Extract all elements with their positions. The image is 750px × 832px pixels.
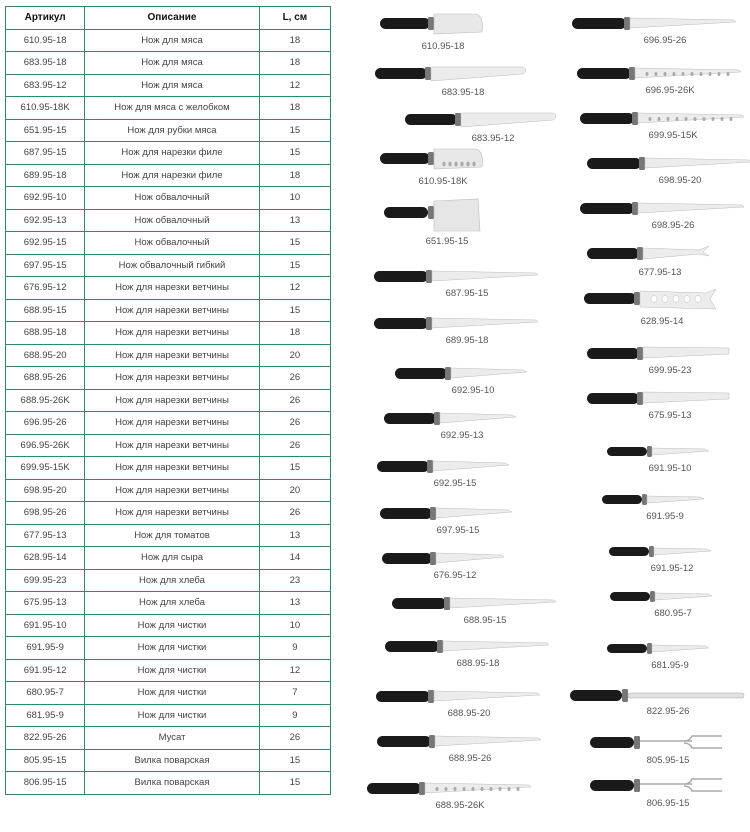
cell-article: 680.95-7 [6,682,85,705]
knife-label: 680.95-7 [654,608,692,619]
header-length: L, см [259,7,330,30]
left-knife-icon [372,263,542,287]
knife-label: 688.95-20 [447,708,491,719]
cell-article: 691.95-9 [6,637,85,660]
left-knife-icon [390,590,560,614]
knife-label: 696.95-26 [643,35,687,46]
cell-article: 688.95-20 [6,344,85,367]
cell-length: 20 [259,344,330,367]
cell-length: 9 [259,637,330,660]
knife-label: 610.95-18 [421,41,465,52]
cell-article: 687.95-15 [6,142,85,165]
knife-label: 699.95-23 [648,365,692,376]
table-row [6,344,331,367]
right-knife-icon [568,685,748,705]
cell-description: Нож для нарезки ветчины [85,479,260,502]
knife-label: 692.95-13 [440,430,484,441]
table-row [6,277,331,300]
left-knife-icon [378,500,518,524]
knife-label: 805.95-15 [646,755,690,766]
table-row [6,457,331,480]
left-knife-icon [372,310,542,334]
knife-label: 691.95-9 [646,511,684,522]
cell-description: Нож для нарезки ветчины [85,434,260,457]
cell-length: 7 [259,682,330,705]
cell-description: Нож обвалочный [85,187,260,210]
left-knife-icon [374,683,544,707]
cell-article: 698.95-26 [6,502,85,525]
right-knife-icon [585,340,735,364]
knife-label: 691.95-10 [648,463,692,474]
right-knife-icon [582,285,722,315]
cell-length: 15 [259,457,330,480]
cell-length: 12 [259,74,330,97]
cell-length: 18 [259,52,330,75]
cell-description: Нож для чистки [85,682,260,705]
cell-description: Нож для нарезки ветчины [85,367,260,390]
right-knife-icon [578,195,748,219]
table-row [6,232,331,255]
left-knife-icon [375,728,545,752]
cell-article: 677.95-13 [6,524,85,547]
cell-length: 18 [259,29,330,52]
table-row [6,412,331,435]
cell-description: Нож для нарезки ветчины [85,412,260,435]
table-row [6,74,331,97]
cell-description: Нож для мяса [85,29,260,52]
cell-length: 13 [259,209,330,232]
table-header-row [6,7,331,30]
cell-article: 610.95-18K [6,97,85,120]
table-row [6,704,331,727]
cell-length: 9 [259,704,330,727]
knife-label: 692.95-15 [433,478,477,489]
cell-description: Нож для мяса с желобком [85,97,260,120]
cell-length: 26 [259,727,330,750]
cell-description: Нож для чистки [85,659,260,682]
table-row [6,547,331,570]
table-row [6,52,331,75]
table-row [6,322,331,345]
header-article: Артикул [6,7,85,30]
table-row [6,479,331,502]
cell-length: 15 [259,772,330,795]
table-row [6,772,331,795]
cell-article: 681.95-9 [6,704,85,727]
knife-label: 688.95-26 [448,753,492,764]
cell-description: Нож для хлеба [85,592,260,615]
right-knife-icon [570,10,740,34]
right-knife-icon [585,240,715,266]
cell-length: 13 [259,592,330,615]
cell-article: 691.95-10 [6,614,85,637]
cell-description: Нож для хлеба [85,569,260,592]
knife-label: 681.95-9 [651,660,689,671]
cell-length: 26 [259,502,330,525]
cell-length: 12 [259,277,330,300]
table-row [6,367,331,390]
knife-label: 687.95-15 [445,288,489,299]
cell-description: Нож для томатов [85,524,260,547]
cell-article: 628.95-14 [6,547,85,570]
table-row [6,187,331,210]
table-row [6,592,331,615]
left-knife-icon [382,195,492,235]
cell-description: Нож для рубки мяса [85,119,260,142]
cell-article: 692.95-15 [6,232,85,255]
table-row [6,97,331,120]
cell-length: 26 [259,434,330,457]
cell-length: 20 [259,479,330,502]
cell-length: 18 [259,164,330,187]
right-knife-icon [605,637,715,659]
cell-description: Нож для нарезки ветчины [85,277,260,300]
cell-description: Нож для нарезки филе [85,164,260,187]
cell-description: Вилка поварская [85,772,260,795]
table-row [6,164,331,187]
cell-article: 683.95-12 [6,74,85,97]
left-knife-icon [393,360,533,384]
knife-label: 688.95-15 [463,615,507,626]
cell-article: 691.95-12 [6,659,85,682]
cell-article: 696.95-26K [6,434,85,457]
cell-description: Нож для чистки [85,637,260,660]
knife-label: 688.95-18 [456,658,500,669]
cell-length: 26 [259,389,330,412]
cell-article: 699.95-23 [6,569,85,592]
cell-length: 18 [259,97,330,120]
table-row [6,524,331,547]
cell-length: 14 [259,547,330,570]
left-knife-icon [403,106,563,132]
cell-length: 15 [259,299,330,322]
right-knife-icon [605,440,715,462]
table-row [6,29,331,52]
cell-article: 688.95-26 [6,367,85,390]
cell-length: 15 [259,142,330,165]
knife-label: 688.95-26K [435,800,485,811]
cell-description: Нож для нарезки ветчины [85,322,260,345]
table-row [6,727,331,750]
knife-label: 692.95-10 [451,385,495,396]
right-knife-icon [585,150,750,174]
table-row [6,749,331,772]
knife-label: 806.95-15 [646,798,690,809]
right-knife-icon [585,385,735,409]
left-knife-icon [378,145,488,175]
cell-description: Нож обвалочный гибкий [85,254,260,277]
table-row [6,659,331,682]
cell-article: 696.95-26 [6,412,85,435]
cell-length: 15 [259,749,330,772]
cell-length: 26 [259,367,330,390]
cell-article: 698.95-20 [6,479,85,502]
cell-article: 676.95-12 [6,277,85,300]
left-knife-icon [378,10,488,40]
table-row [6,119,331,142]
cell-article: 689.95-18 [6,164,85,187]
knife-label: 676.95-12 [433,570,477,581]
table-row [6,209,331,232]
left-knife-icon [382,405,522,429]
knife-label: 691.95-12 [650,563,694,574]
cell-description: Нож обвалочный [85,232,260,255]
cell-article: 699.95-15K [6,457,85,480]
right-knife-icon [607,540,717,562]
cell-article: 688.95-26K [6,389,85,412]
left-knife-icon [373,60,533,86]
cell-article: 683.95-18 [6,52,85,75]
table-row [6,434,331,457]
knife-label: 610.95-18K [418,176,468,187]
cell-description: Нож для нарезки филе [85,142,260,165]
cell-article: 692.95-10 [6,187,85,210]
knife-label: 628.95-14 [640,316,684,327]
knife-label: 696.95-26K [645,85,695,96]
cell-length: 15 [259,254,330,277]
cell-length: 12 [259,659,330,682]
cell-length: 10 [259,187,330,210]
table-row [6,254,331,277]
knife-label: 683.95-12 [471,133,515,144]
knife-label: 651.95-15 [425,236,469,247]
cell-article: 692.95-13 [6,209,85,232]
cell-article: 675.95-13 [6,592,85,615]
cell-length: 18 [259,322,330,345]
right-knife-icon [578,105,748,129]
product-table [5,6,331,795]
cell-description: Нож обвалочный [85,209,260,232]
cell-description: Мусат [85,727,260,750]
header-description: Описание [85,7,260,30]
table-row [6,142,331,165]
knife-label: 697.95-15 [436,525,480,536]
cell-description: Нож для нарезки ветчины [85,502,260,525]
knife-label: 689.95-18 [445,335,489,346]
cell-length: 15 [259,232,330,255]
knife-label: 683.95-18 [441,87,485,98]
table-row [6,569,331,592]
table-row [6,299,331,322]
cell-description: Нож для чистки [85,704,260,727]
table-row [6,614,331,637]
table-body [6,29,331,794]
cell-length: 26 [259,412,330,435]
cell-description: Нож для нарезки ветчины [85,344,260,367]
left-knife-icon [380,545,510,569]
cell-length: 23 [259,569,330,592]
knife-label: 698.95-26 [651,220,695,231]
cell-article: 688.95-15 [6,299,85,322]
right-knife-icon [608,585,718,607]
cell-article: 697.95-15 [6,254,85,277]
cell-description: Вилка поварская [85,749,260,772]
cell-length: 10 [259,614,330,637]
knife-label: 675.95-13 [648,410,692,421]
cell-description: Нож для сыра [85,547,260,570]
table-row [6,637,331,660]
knife-label: 822.95-26 [646,706,690,717]
left-knife-icon [383,633,553,657]
table-row [6,389,331,412]
right-knife-icon [588,773,728,797]
knife-label: 699.95-15K [648,130,698,141]
cell-description: Нож для мяса [85,52,260,75]
knife-label: 698.95-20 [658,175,702,186]
cell-description: Нож для нарезки ветчины [85,299,260,322]
right-knife-icon [575,60,745,84]
table-row [6,682,331,705]
table-row [6,502,331,525]
cell-description: Нож для нарезки ветчины [85,457,260,480]
knife-label: 677.95-13 [638,267,682,278]
left-knife-icon [365,775,535,799]
right-knife-icon [600,488,710,510]
cell-article: 805.95-15 [6,749,85,772]
cell-article: 651.95-15 [6,119,85,142]
cell-description: Нож для нарезки ветчины [85,389,260,412]
cell-description: Нож для чистки [85,614,260,637]
cell-description: Нож для мяса [85,74,260,97]
cell-length: 13 [259,524,330,547]
right-knife-icon [588,730,728,754]
cell-article: 610.95-18 [6,29,85,52]
cell-length: 15 [259,119,330,142]
cell-article: 806.95-15 [6,772,85,795]
cell-article: 688.95-18 [6,322,85,345]
cell-article: 822.95-26 [6,727,85,750]
left-knife-icon [375,453,515,477]
